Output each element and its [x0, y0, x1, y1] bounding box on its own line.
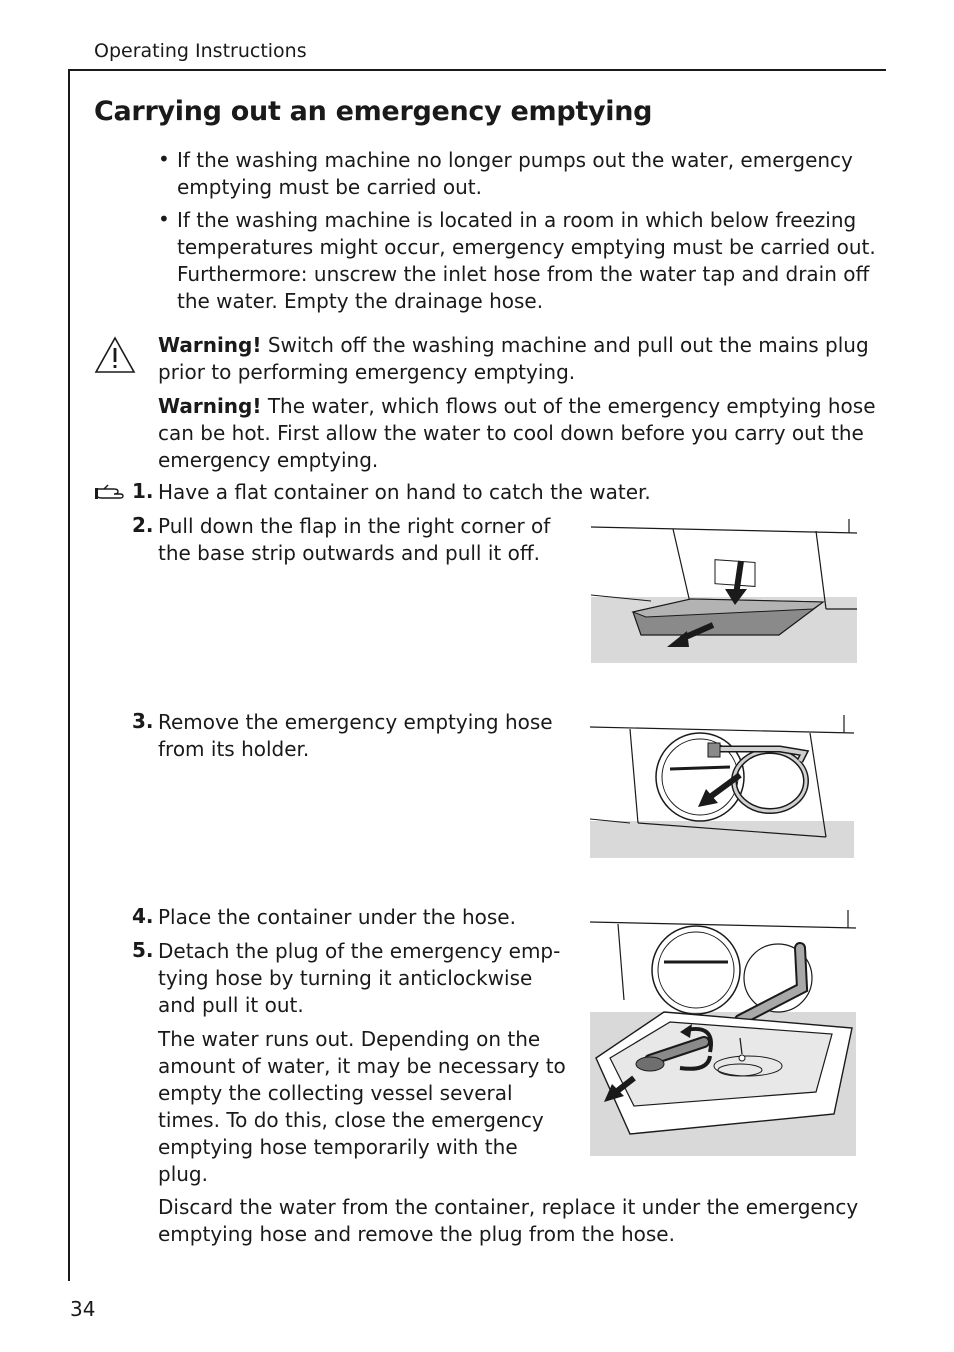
page-number: 34: [70, 1297, 96, 1321]
text-line: empty the collecting vessel several: [158, 1081, 513, 1105]
margin-rule: [68, 69, 70, 1281]
warning-label: Warning!: [158, 333, 262, 357]
text-line: emptying hose temporarily with the: [158, 1135, 518, 1159]
closing-paragraph: [158, 1194, 858, 1248]
warning-block: [158, 393, 878, 474]
text-line: [158, 393, 878, 420]
text-line: [158, 332, 878, 359]
bullet-marker: •: [158, 207, 170, 231]
text-line: the water. Empty the drainage hose.: [177, 289, 544, 313]
step-number: 5.: [132, 938, 154, 962]
page-title: Carrying out an emergency emptying: [94, 96, 653, 127]
text-line: Remove the emergency emptying hose: [158, 710, 553, 734]
step-text: Place the container under the hose.: [158, 905, 516, 929]
text-line: If the washing machine is located in a room in which below freezing: [177, 208, 857, 232]
bullet-item: [177, 147, 853, 201]
warning-label: Warning!: [158, 394, 262, 418]
text-line: If the washing machine no longer pumps out the water, emergency: [177, 148, 853, 172]
text-line: Furthermore: unscrew the inlet hose from the water tap and drain off: [177, 262, 870, 286]
pointing-hand-icon: [94, 482, 128, 506]
text-line: plug.: [158, 1162, 208, 1186]
illustration-container-drain: [590, 908, 856, 1156]
text-line: temperatures might occur, emergency emptying must be carried out.: [177, 235, 876, 259]
step-text: [158, 938, 560, 1019]
text-line: The water runs out. Depending on the: [158, 1027, 541, 1051]
warning-triangle-icon: [94, 336, 136, 378]
text-line: and pull it out.: [158, 993, 304, 1017]
bullet-item: [177, 207, 876, 315]
step-number: 1.: [132, 479, 154, 503]
header-rule: [68, 69, 886, 71]
text-line: can be hot. First allow the water to cool down before you carry out the: [158, 421, 864, 445]
illustration-hose-holder: [590, 713, 854, 858]
step-text: Have a flat container on hand to catch the water.: [158, 480, 651, 504]
warning-block: [158, 332, 878, 386]
step-note: [158, 1026, 566, 1188]
text-line: Detach the plug of the emergency emp-: [158, 939, 561, 963]
bullet-marker: •: [158, 147, 170, 171]
text-line: emptying hose and remove the plug from the hose.: [158, 1222, 675, 1246]
text-line: Pull down the flap in the right corner of: [158, 514, 551, 538]
text-line: Discard the water from the container, replace it under the emergency: [158, 1195, 859, 1219]
warning-text: The water, which flows out of the emergency emptying hose: [261, 394, 876, 418]
step-number: 4.: [132, 904, 154, 928]
text-line: times. To do this, close the emergency: [158, 1108, 544, 1132]
illustration-flap-removal: [591, 517, 857, 663]
step-text: [158, 709, 553, 763]
step-number: 3.: [132, 709, 154, 733]
running-header: Operating Instructions: [94, 40, 307, 62]
text-line: prior to performing emergency emptying.: [158, 360, 576, 384]
text-line: amount of water, it may be necessary to: [158, 1054, 566, 1078]
text-line: the base strip outwards and pull it off.: [158, 541, 540, 565]
text-line: emptying must be carried out.: [177, 175, 482, 199]
warning-text: Switch off the washing machine and pull out the mains plug: [261, 333, 869, 357]
text-line: from its holder.: [158, 737, 310, 761]
step-number: 2.: [132, 513, 154, 537]
text-line: emergency emptying.: [158, 448, 379, 472]
text-line: tying hose by turning it anticlockwise: [158, 966, 533, 990]
step-text: [158, 513, 550, 567]
